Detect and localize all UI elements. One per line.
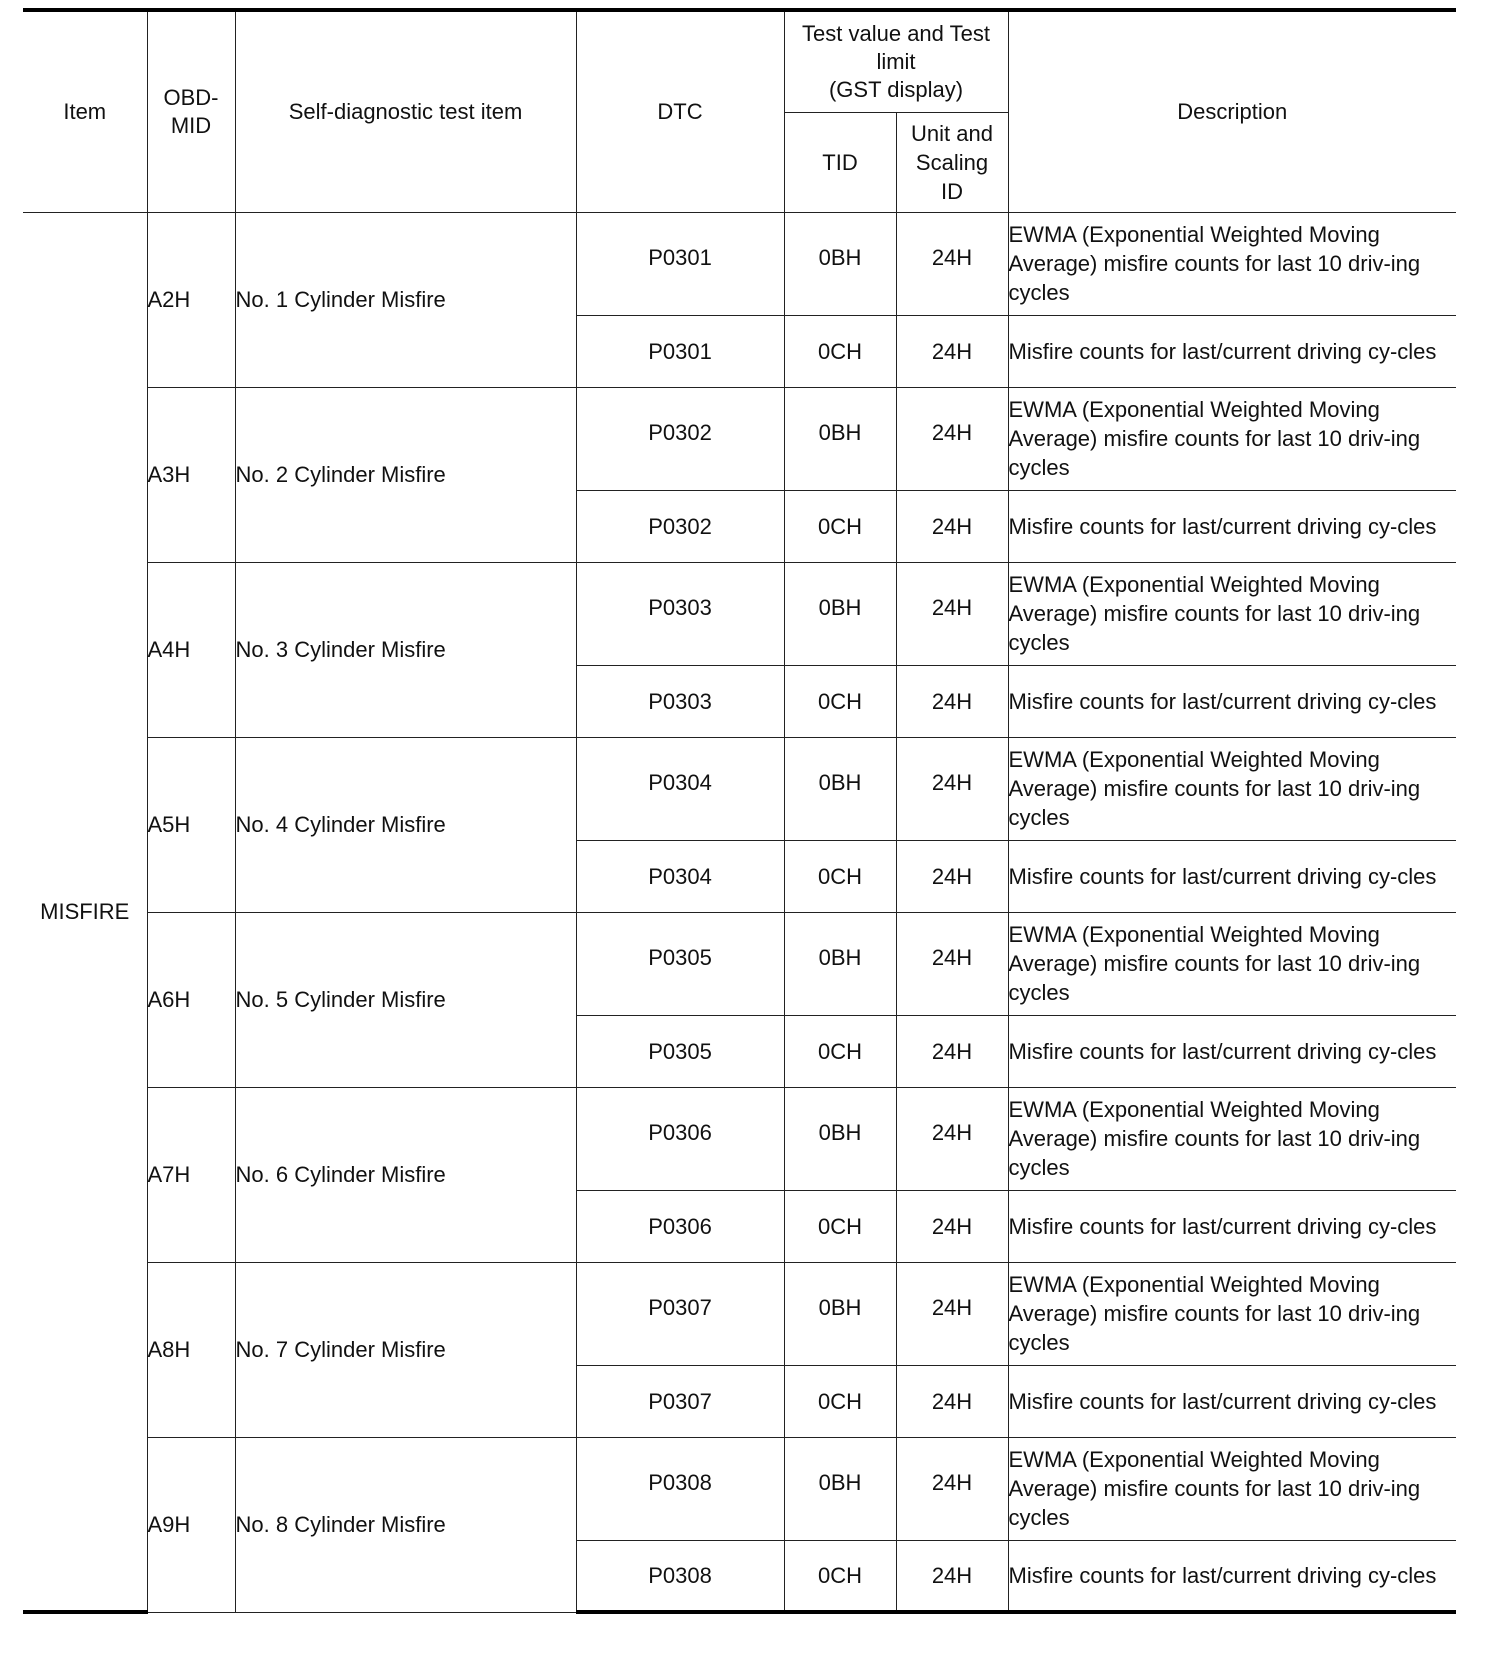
unit-cell: 24H — [896, 1262, 1008, 1365]
description-cell: EWMA (Exponential Weighted Moving Average) misfire counts for last 10 driv-ing cycles — [1008, 737, 1456, 840]
unit-cell: 24H — [896, 562, 1008, 665]
unit-cell: 24H — [896, 737, 1008, 840]
obd-mid-cell: A5H — [147, 737, 235, 912]
unit-cell: 24H — [896, 490, 1008, 562]
table-row — [23, 1087, 1456, 1190]
unit-cell: 24H — [896, 840, 1008, 912]
dtc-cell: P0302 — [576, 387, 784, 490]
header-tid: TID — [784, 112, 896, 212]
test-item-cell: No. 1 Cylinder Misfire — [235, 212, 576, 387]
description-cell: EWMA (Exponential Weighted Moving Average) misfire counts for last 10 driv-ing cycles — [1008, 1262, 1456, 1365]
description-cell: EWMA (Exponential Weighted Moving Average) misfire counts for last 10 driv-ing cycles — [1008, 387, 1456, 490]
description-cell: Misfire counts for last/current driving cy-cles — [1008, 1015, 1456, 1087]
dtc-cell: P0306 — [576, 1190, 784, 1262]
obd-mid-cell: A9H — [147, 1437, 235, 1612]
tid-cell: 0CH — [784, 1540, 896, 1612]
misfire-test-table — [23, 8, 1456, 1614]
obd-mid-cell: A3H — [147, 387, 235, 562]
description-cell: EWMA (Exponential Weighted Moving Average) misfire counts for last 10 driv-ing cycles — [1008, 562, 1456, 665]
dtc-cell: P0304 — [576, 840, 784, 912]
description-cell: Misfire counts for last/current driving cy-cles — [1008, 1190, 1456, 1262]
header-item: Item — [23, 10, 147, 212]
obd-mid-cell: A2H — [147, 212, 235, 387]
description-cell: Misfire counts for last/current driving cy-cles — [1008, 1365, 1456, 1437]
description-cell: Misfire counts for last/current driving cy-cles — [1008, 840, 1456, 912]
header-dtc: DTC — [576, 10, 784, 212]
table-row — [23, 737, 1456, 840]
header-description: Description — [1008, 10, 1456, 212]
table-row — [23, 562, 1456, 665]
unit-cell: 24H — [896, 1437, 1008, 1540]
header-unit: Unit and Scaling ID — [896, 112, 1008, 212]
tid-cell: 0CH — [784, 1190, 896, 1262]
tid-cell: 0CH — [784, 1365, 896, 1437]
unit-cell: 24H — [896, 212, 1008, 315]
test-item-cell: No. 7 Cylinder Misfire — [235, 1262, 576, 1437]
test-item-cell: No. 3 Cylinder Misfire — [235, 562, 576, 737]
test-item-cell: No. 5 Cylinder Misfire — [235, 912, 576, 1087]
tid-cell: 0BH — [784, 562, 896, 665]
obd-mid-cell: A6H — [147, 912, 235, 1087]
unit-cell: 24H — [896, 665, 1008, 737]
dtc-cell: P0307 — [576, 1365, 784, 1437]
unit-cell: 24H — [896, 315, 1008, 387]
table-row — [23, 1437, 1456, 1540]
dtc-cell: P0307 — [576, 1262, 784, 1365]
dtc-cell: P0308 — [576, 1437, 784, 1540]
obd-mid-cell: A8H — [147, 1262, 235, 1437]
unit-cell: 24H — [896, 1015, 1008, 1087]
item-cell: MISFIRE — [23, 212, 147, 1612]
dtc-cell: P0303 — [576, 562, 784, 665]
dtc-cell: P0305 — [576, 912, 784, 1015]
table-row — [23, 912, 1456, 1015]
dtc-cell: P0306 — [576, 1087, 784, 1190]
header-test-value-group: Test value and Test limit (GST display) — [784, 10, 1008, 112]
unit-cell: 24H — [896, 1190, 1008, 1262]
tid-cell: 0CH — [784, 840, 896, 912]
tid-cell: 0CH — [784, 1015, 896, 1087]
header-obd-mid: OBD- MID — [147, 10, 235, 212]
description-cell: Misfire counts for last/current driving cy-cles — [1008, 315, 1456, 387]
unit-cell: 24H — [896, 1087, 1008, 1190]
dtc-cell: P0302 — [576, 490, 784, 562]
unit-cell: 24H — [896, 912, 1008, 1015]
dtc-cell: P0301 — [576, 212, 784, 315]
dtc-cell: P0305 — [576, 1015, 784, 1087]
test-item-cell: No. 2 Cylinder Misfire — [235, 387, 576, 562]
obd-mid-cell: A7H — [147, 1087, 235, 1262]
test-item-cell: No. 8 Cylinder Misfire — [235, 1437, 576, 1612]
description-cell: EWMA (Exponential Weighted Moving Average) misfire counts for last 10 driv-ing cycles — [1008, 912, 1456, 1015]
obd-mid-cell: A4H — [147, 562, 235, 737]
tid-cell: 0CH — [784, 665, 896, 737]
table-body — [23, 212, 1456, 1612]
tid-cell: 0BH — [784, 1437, 896, 1540]
dtc-cell: P0308 — [576, 1540, 784, 1612]
test-item-cell: No. 4 Cylinder Misfire — [235, 737, 576, 912]
description-cell: Misfire counts for last/current driving cy-cles — [1008, 665, 1456, 737]
tid-cell: 0BH — [784, 737, 896, 840]
description-cell: Misfire counts for last/current driving cy-cles — [1008, 490, 1456, 562]
dtc-cell: P0303 — [576, 665, 784, 737]
tid-cell: 0BH — [784, 212, 896, 315]
table-row — [23, 212, 1456, 315]
unit-cell: 24H — [896, 1540, 1008, 1612]
dtc-cell: P0301 — [576, 315, 784, 387]
unit-cell: 24H — [896, 1365, 1008, 1437]
header-test-item: Self-diagnostic test item — [235, 10, 576, 212]
test-item-cell: No. 6 Cylinder Misfire — [235, 1087, 576, 1262]
table-row — [23, 387, 1456, 490]
dtc-cell: P0304 — [576, 737, 784, 840]
tid-cell: 0BH — [784, 1087, 896, 1190]
tid-cell: 0BH — [784, 387, 896, 490]
description-cell: Misfire counts for last/current driving cy-cles — [1008, 1540, 1456, 1612]
tid-cell: 0BH — [784, 912, 896, 1015]
description-cell: EWMA (Exponential Weighted Moving Average) misfire counts for last 10 driv-ing cycles — [1008, 212, 1456, 315]
table-row — [23, 1262, 1456, 1365]
unit-cell: 24H — [896, 387, 1008, 490]
description-cell: EWMA (Exponential Weighted Moving Average) misfire counts for last 10 driv-ing cycles — [1008, 1087, 1456, 1190]
tid-cell: 0CH — [784, 490, 896, 562]
tid-cell: 0CH — [784, 315, 896, 387]
tid-cell: 0BH — [784, 1262, 896, 1365]
description-cell: EWMA (Exponential Weighted Moving Average) misfire counts for last 10 driv-ing cycles — [1008, 1437, 1456, 1540]
